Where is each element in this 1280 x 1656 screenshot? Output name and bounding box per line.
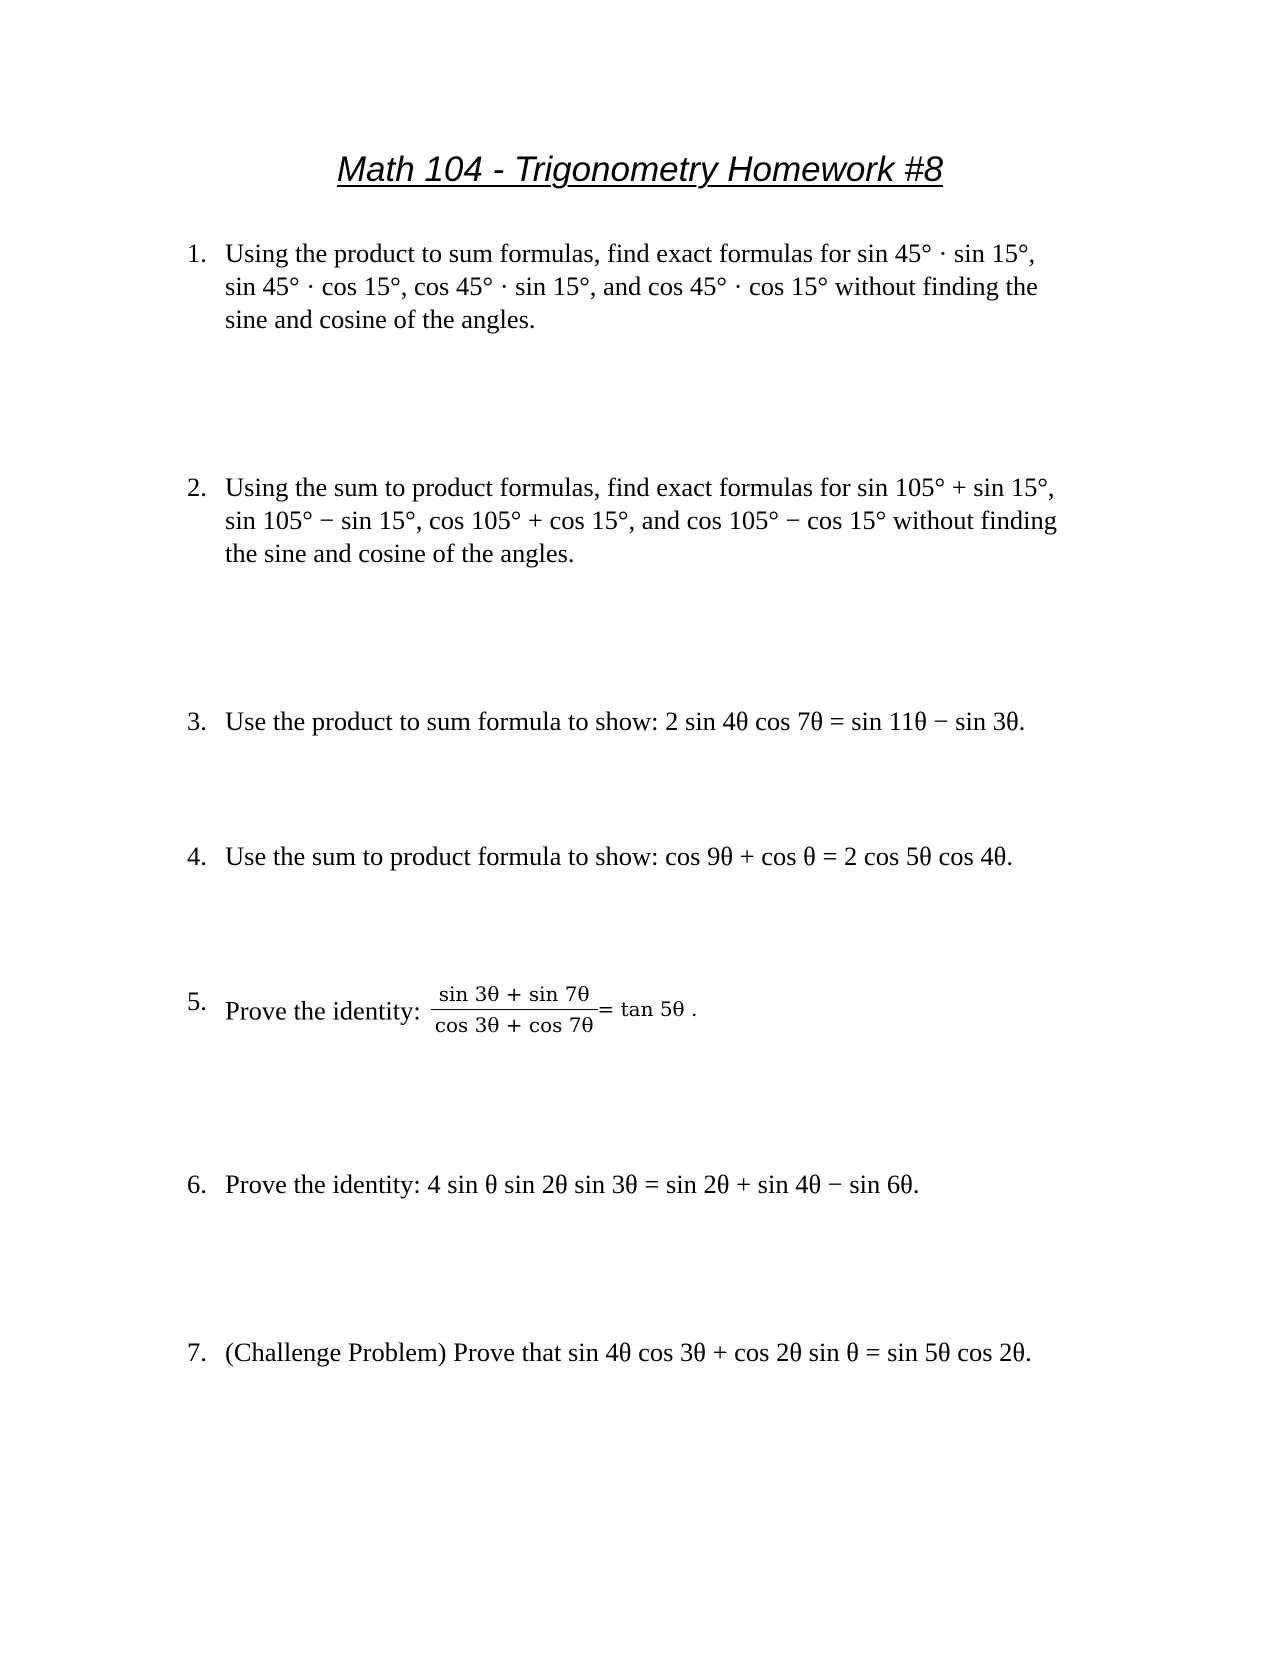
fraction-numerator: sin 3θ + sin 7θ <box>431 981 598 1010</box>
problem-number: 1. <box>187 238 207 268</box>
problem-1 <box>187 237 1147 336</box>
problem-text-line: sin 105° − sin 15°, cos 105° + cos 15°, and cos 105° − cos 15° without finding <box>225 505 1057 535</box>
problem-text-line: Using the product to sum formulas, find exact formulas for sin 45° · sin 15°, <box>225 238 1036 268</box>
fraction-denominator: cos 3θ + cos 7θ <box>434 1013 594 1037</box>
problem-number: 4. <box>187 841 207 871</box>
page-title: Math 104 - Trigonometry Homework #8 <box>336 150 944 189</box>
fraction-result: = tan 5θ . <box>597 997 698 1021</box>
problem-5 <box>187 982 1147 1042</box>
problem-text <box>225 982 1147 1042</box>
problem-3 <box>187 705 1147 738</box>
problem-7 <box>187 1336 1147 1369</box>
problem-text-line: sin 45° · cos 15°, cos 45° · sin 15°, and cos 45° · cos 15° without finding the <box>225 271 1038 301</box>
problem-4 <box>187 840 1147 873</box>
problem-text: Use the sum to product formula to show: cos 9θ + cos θ = 2 cos 5θ cos 4θ. <box>225 841 1013 871</box>
problem-text-line: the sine and cosine of the angles. <box>225 538 575 568</box>
problem-text-line: sine and cosine of the angles. <box>225 304 536 334</box>
problem-6 <box>187 1168 1147 1201</box>
problem-lead-text: Prove the identity: <box>225 995 421 1026</box>
problem-number: 6. <box>187 1169 207 1199</box>
problem-number: 5. <box>187 986 207 1016</box>
problem-text: Prove the identity: 4 sin θ sin 2θ sin 3θ = sin 2θ + sin 4θ − sin 6θ. <box>225 1169 920 1199</box>
problem-number: 3. <box>187 706 207 736</box>
identity-fraction <box>431 981 598 1038</box>
problem-2 <box>187 471 1147 570</box>
problem-number: 7. <box>187 1337 207 1367</box>
problem-text: (Challenge Problem) Prove that sin 4θ cos 3θ + cos 2θ sin θ = sin 5θ cos 2θ. <box>225 1337 1032 1367</box>
problem-text-line: Using the sum to product formulas, find exact formulas for sin 105° + sin 15°, <box>225 472 1055 502</box>
problem-number: 2. <box>187 472 207 502</box>
problem-text: Use the product to sum formula to show: 2 sin 4θ cos 7θ = sin 11θ − sin 3θ. <box>225 706 1026 736</box>
